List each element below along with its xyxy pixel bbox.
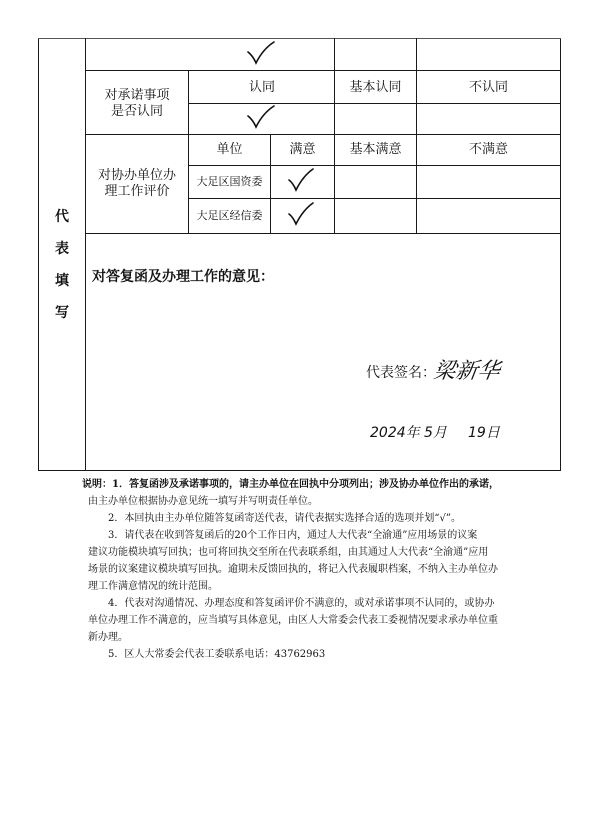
note-1a: 说明：1．答复函涉及承诺事项的，请主办单位在回执中分项列出；涉及协办单位作出的承诺，: [82, 479, 499, 490]
note-5: 5．区人大常委会代表工委联系电话：43762963: [108, 649, 326, 660]
grid-line: [85, 70, 561, 71]
section-label-char: 代: [55, 209, 69, 225]
note-3d: 理工作满意情况的统计范围。: [88, 581, 218, 592]
option-basically-agree: 基本认同: [349, 80, 402, 95]
header-basically-satisfied: 基本满意: [349, 142, 402, 157]
checkmark-icon: [287, 167, 315, 193]
grid-line: [85, 134, 561, 135]
section-label-char: 填: [55, 273, 69, 289]
header-unit: 单位: [216, 142, 243, 157]
outer-bottom-border: [38, 470, 561, 471]
signature-label: 代表签名：: [366, 365, 436, 381]
note-4b: 单位办理工作不满意的，应当填写具体意见，由区人大常委会代表工委视情况要求承办单位重: [88, 615, 498, 626]
section-divider: [85, 38, 86, 470]
unit-name: 大足区经信委: [196, 209, 263, 222]
section-label-char: 表: [55, 241, 69, 257]
commitment-label-line1: 对承诺事项: [104, 88, 170, 103]
date-day: 19日: [468, 425, 500, 441]
checkmark-icon: [246, 104, 276, 130]
date-year: 2024年: [370, 425, 420, 441]
grid-line: [416, 38, 417, 234]
note-3a: 3．请代表在收到答复函后的20个工作日内，通过人大代表“全渝通”应用场景的议案: [108, 530, 478, 541]
grid-line: [334, 38, 335, 234]
section-label-char: 写: [55, 305, 69, 321]
signature-name: 梁新华: [431, 359, 502, 384]
note-4c: 新办理。: [88, 632, 128, 643]
note-3c: 场景的议案建议模块填写回执。逾期未反馈回执的，将记入代表履职档案，不纳入主办单位办: [88, 564, 498, 575]
option-disagree: 不认同: [468, 80, 508, 95]
outer-left-border: [38, 38, 39, 470]
note-3b: 建议功能模块填写回执；也可将回执交至所在代表联系组，由其通过人大代表“全渝通”应用: [88, 547, 489, 558]
top-edge-line: [38, 38, 561, 39]
unit-name: 大足区国资委: [196, 175, 263, 188]
opinion-title: 对答复函及办理工作的意见：: [92, 269, 274, 285]
coop-label-line1: 对协办单位办: [97, 168, 176, 183]
checkmark-icon: [246, 40, 276, 66]
commitment-label-line2: 是否认同: [110, 104, 163, 119]
header-dissatisfied: 不满意: [468, 142, 508, 157]
grid-line: [188, 165, 561, 166]
grid-line: [188, 198, 561, 199]
date-month: 5月: [424, 425, 447, 441]
grid-line: [188, 103, 561, 104]
note-2: 2．本回执由主办单位随答复函寄送代表，请代表据实选择合适的选项并划“√”。: [108, 513, 461, 524]
checkmark-icon: [287, 201, 315, 227]
header-satisfied: 满意: [289, 142, 316, 157]
grid-line: [85, 233, 561, 234]
option-agree: 认同: [248, 80, 275, 95]
note-1b: 由主办单位根据协办意见统一填写并写明责任单位。: [88, 496, 318, 507]
coop-label-line2: 理工作评价: [104, 184, 170, 199]
notes-section: [82, 476, 548, 663]
note-4a: 4．代表对沟通情况、办理态度和答复函评价不满意的，或对承诺事项不认同的，或协办: [108, 598, 495, 609]
